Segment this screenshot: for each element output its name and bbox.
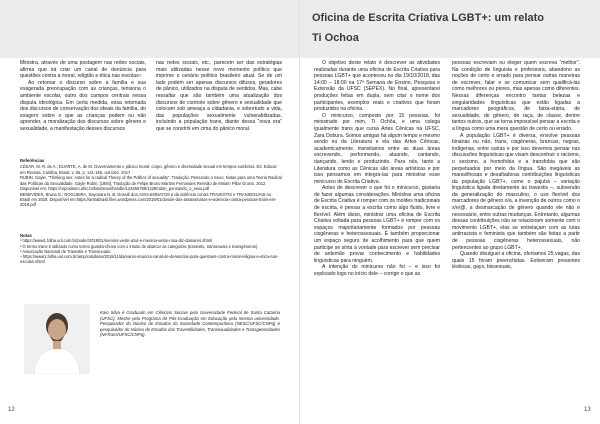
- notes: [20, 233, 282, 265]
- note-item: ¹ https://www1.folha.uol.com.br/poder/2019/01/menino-veste-azul-e-menina-veste-rosa-diz-damares.shtml: [20, 238, 213, 244]
- left-header-band: [0, 0, 300, 58]
- paragraph: O minicurso, composto por 15 pessoas, foi ministrado por mim, Ti Ochôa, e uma colega igualmente trans que cursa Artes Cênicas na UFSC, Zara Dobura. Somos amigas há algum tempo e mesmo sendo eu da Literatura e ela das Artes Cênicas, academicamente, transitamos entre as duas áreas escrevendo, performando, atuando, cantando, dançando, lendo e produzindo. Para nós, tanto a Literatura como as Cênicas são áreas artísticas e por isso pensamos em integrá-las para ministrar esse minicurso de Escrita Criativa.: [314, 112, 440, 185]
- notes-heading: Notas: [20, 233, 32, 238]
- paragraph: Quando divulguei a oficina, ofertamos 25 vagas, das quais 15 foram preenchidas. Estiveram presentes lésbicas, gays, bissexuais,: [452, 251, 580, 271]
- right-column-2: [452, 60, 580, 271]
- article-title-line: Oficina de Escrita Criativa LGBT+: um relato: [312, 12, 544, 24]
- references: [20, 158, 282, 208]
- page-number: 12: [8, 407, 15, 413]
- reference-item: RUBIN, Gayle. “Thinking sex: notes for a radical Theory of the Politics of sexuality”. Tradução: Pensando o Sexo: Notas para uma Teoria Radical das Políticas da Sexualidade. Gayle Rubin, [1984], Tradução de Felipe Bruno Martins Fernandes Revisão de Miriam Pillar Grossi. 2012. Disponível em: https://repositorio.ufsc.br/bitstream/handle/123456789/1229/rubin_pensando_o_sexo.pdf: [20, 175, 282, 191]
- paragraph: pessoas escreviam ou eleger quem escreva “melhor”. Na condição de linguista e professora, abandono as noções de certo e errado para pensar outras maneiras de escrever, falar e se comunicar sem qualificá-las como melhores ou piores, mas apenas como diferentes. Nessas diferenças encontro tantas belezas e singularidades linguísticas que estão ligadas a marcadores geográficos, de faixa-etária, de sexualidade, de gênero, de raça, de classe, dentre tantos outros, que se torna impossível pensar a escrita e a língua como uma mera questão de certo ou errado.: [452, 60, 580, 132]
- left-column-1: [20, 60, 146, 133]
- left-column-2: [156, 60, 282, 133]
- reference-item: CÉSAR, M. R. de A.; DUARTE, A. de M. Governamento e pânico moral: corpo, gênero e diversidade sexual em tempos sombrios. Ed. Educar em Revista, Curitiba, Brasil, v. 66, p. 141-155, out./dez. 2017: [20, 164, 277, 175]
- note-item: ² O termo trans é utilizado como termo guarda-chuva com o intuito de abarcar as categorias (travestis, transexuais e transgêneros).: [20, 243, 259, 249]
- paragraph: A população LGBT+ é diversa, envolve pessoas binárias ou não, trans, cisgêneras, brancas, negras, indígenas, entre outras e por isso devemos pensar nas discussões linguísticas que visam descontruir o racismo, o sexismo, a homofobia e a transfobia que são perpetuados por meio da língua. São inegáveis as maravilhosas e desafiadoras contribuições linguísticas da população LGBT+, como o pajubá – variação linguística ligada diretamente às travestis –, subversão da generalização do masculino, o uso flexível dos marcadores de gênero o/a, a invenção de outros como o x/e/@, a desmarcação de gênero quando ele não é necessário, entre outras mudanças. Entretanto, algumas dessas contribuições não se relacionam somente com o movimento LGBT+, elas se entrelaçam com as lutas antirracista e feminista que também são feitas a partir de pessoas cisgêneras heterossexuais, não pertencentes ao grupo LGBT+.: [452, 132, 580, 251]
- right-column-1: [314, 60, 440, 278]
- paragraph: Ao retomar o discurso sobre a família e sua exagerada preocupação com as crianças, tensiona o ambiente escolar, outro dos campos centrais nessa disputa ideológica. Em certa medida, essa retomada dos discursos de conservação dos ideais da família, do exagero sobre o que as crianças podem ou não aprender, a moralização dos discursos sobre gênero e sexualidade, a manifestação desses discursos: [20, 79, 146, 132]
- reference-item: BENEVIDES, Bruna G.; NOGUEIRA, Sayonara N. B. Dossiê dos ASSASSINATOS e da violência contra TRAVESTIS e TRANSEXUAIS no Brasil em 2018. Disponível em:https://antrabrasil.files.wordpress.com/2019/01/dossie-dos-assassinatos-e-violencia-contra-pessoas-trans-em-2018.pdf: [20, 191, 277, 208]
- article-title: [312, 8, 592, 48]
- paragraph: O objetivo deste relato é descrever as atividades realizadas durante uma oficina de Escrita Criativa para pessoas LGBT+ que aconteceu no dia 19/10/2018, das 14:00 – 18:00 na 17ª Semana de Ensino, Pesquisa e Extensão da UFSC (SEPEX). No final, apresentarei produções feitas em dupla, sem citar o nome dos participantes, exemplos reais e criativos que foram produzidos na oficina.: [314, 60, 440, 113]
- paragraph: A intenção do minicurso não foi – e isso foi explicado logo no início dele – corrigir o que as: [314, 264, 440, 277]
- note-item: ⁴ https://www1.folha.uol.com.br/amp/cotidiano/2019/11/damares-anuncia-canal-de-denuncias-para-questoes-contra-moral-religiao-e-etica-nas-escolas.shtml: [20, 254, 279, 265]
- paragraph: nas redes sociais, etc., parecem ser das estratégias mais utilizadas nesse novo momento político que imprime o cenário político brasileiro atual. Se de um lado podem ser apenas discursos difusos, geradores de pânico, utilizados na disputa de sentidos. Mas, cabe ressaltar que são também uma atualização dos discursos de controle sobre gênero e sexualidade que colocam sob ameaça a cidadania, e sobretudo a vida, das populações sexualmente vulnerabilizadas, incluindo a população trans, diante dessa “nova era” que se constrói em cima do pânico moral.: [156, 60, 282, 132]
- page-number: 13: [584, 407, 591, 413]
- paragraph: Antes de descrever o que foi o minicurso, gostaria de fazer algumas considerações. Ministrar uma oficina de Escrita Criativa é romper com os moldes tradicionais de escrita, é pensar a escrita como algo fluido, livre e flexível. Além disso, ministrar uma oficina de Escrita Criativa voltada para pessoas LGBT+ é romper com os espaços majoritariamente formados por pessoas cisgêneras e heterossexuais. É também proporcionar um espaço seguro de acolhimento para que quem participe se sinta à vontade para escrever sem precisar de antemão provar conhecimento e habilidades linguísticas para ninguém.: [314, 185, 440, 264]
- author-photo: [24, 304, 90, 374]
- paragraph: Ministra, através de uma postagem nas redes sociais, afirma que irá criar um canal de denúncia para questões contra a moral, religião e ética nas escolas⁴.: [20, 60, 146, 80]
- references-heading: Referências: [20, 158, 45, 163]
- note-item: ³ Associação Nacional de Travestis e Transexuais.: [20, 248, 112, 254]
- author-bio: Kaio Silva é Graduado em Ciências Sociais pela Universidade Federal de Santa Catarina (UFSC). Mestre pelo Programa de Pós-Graduação em Educação pela mesma universidade. Pesquisador do Núcleo de Estudos da Sociedade Contemporânea (NESC/UFSC/CNPq) e pesquisador do Núcleo de Estudos das Travestilidades, Transexualidades e Transgeneridades (NeTrans/UFSC/CNPq).: [100, 310, 280, 338]
- article-author: Ti Ochoa: [312, 32, 359, 44]
